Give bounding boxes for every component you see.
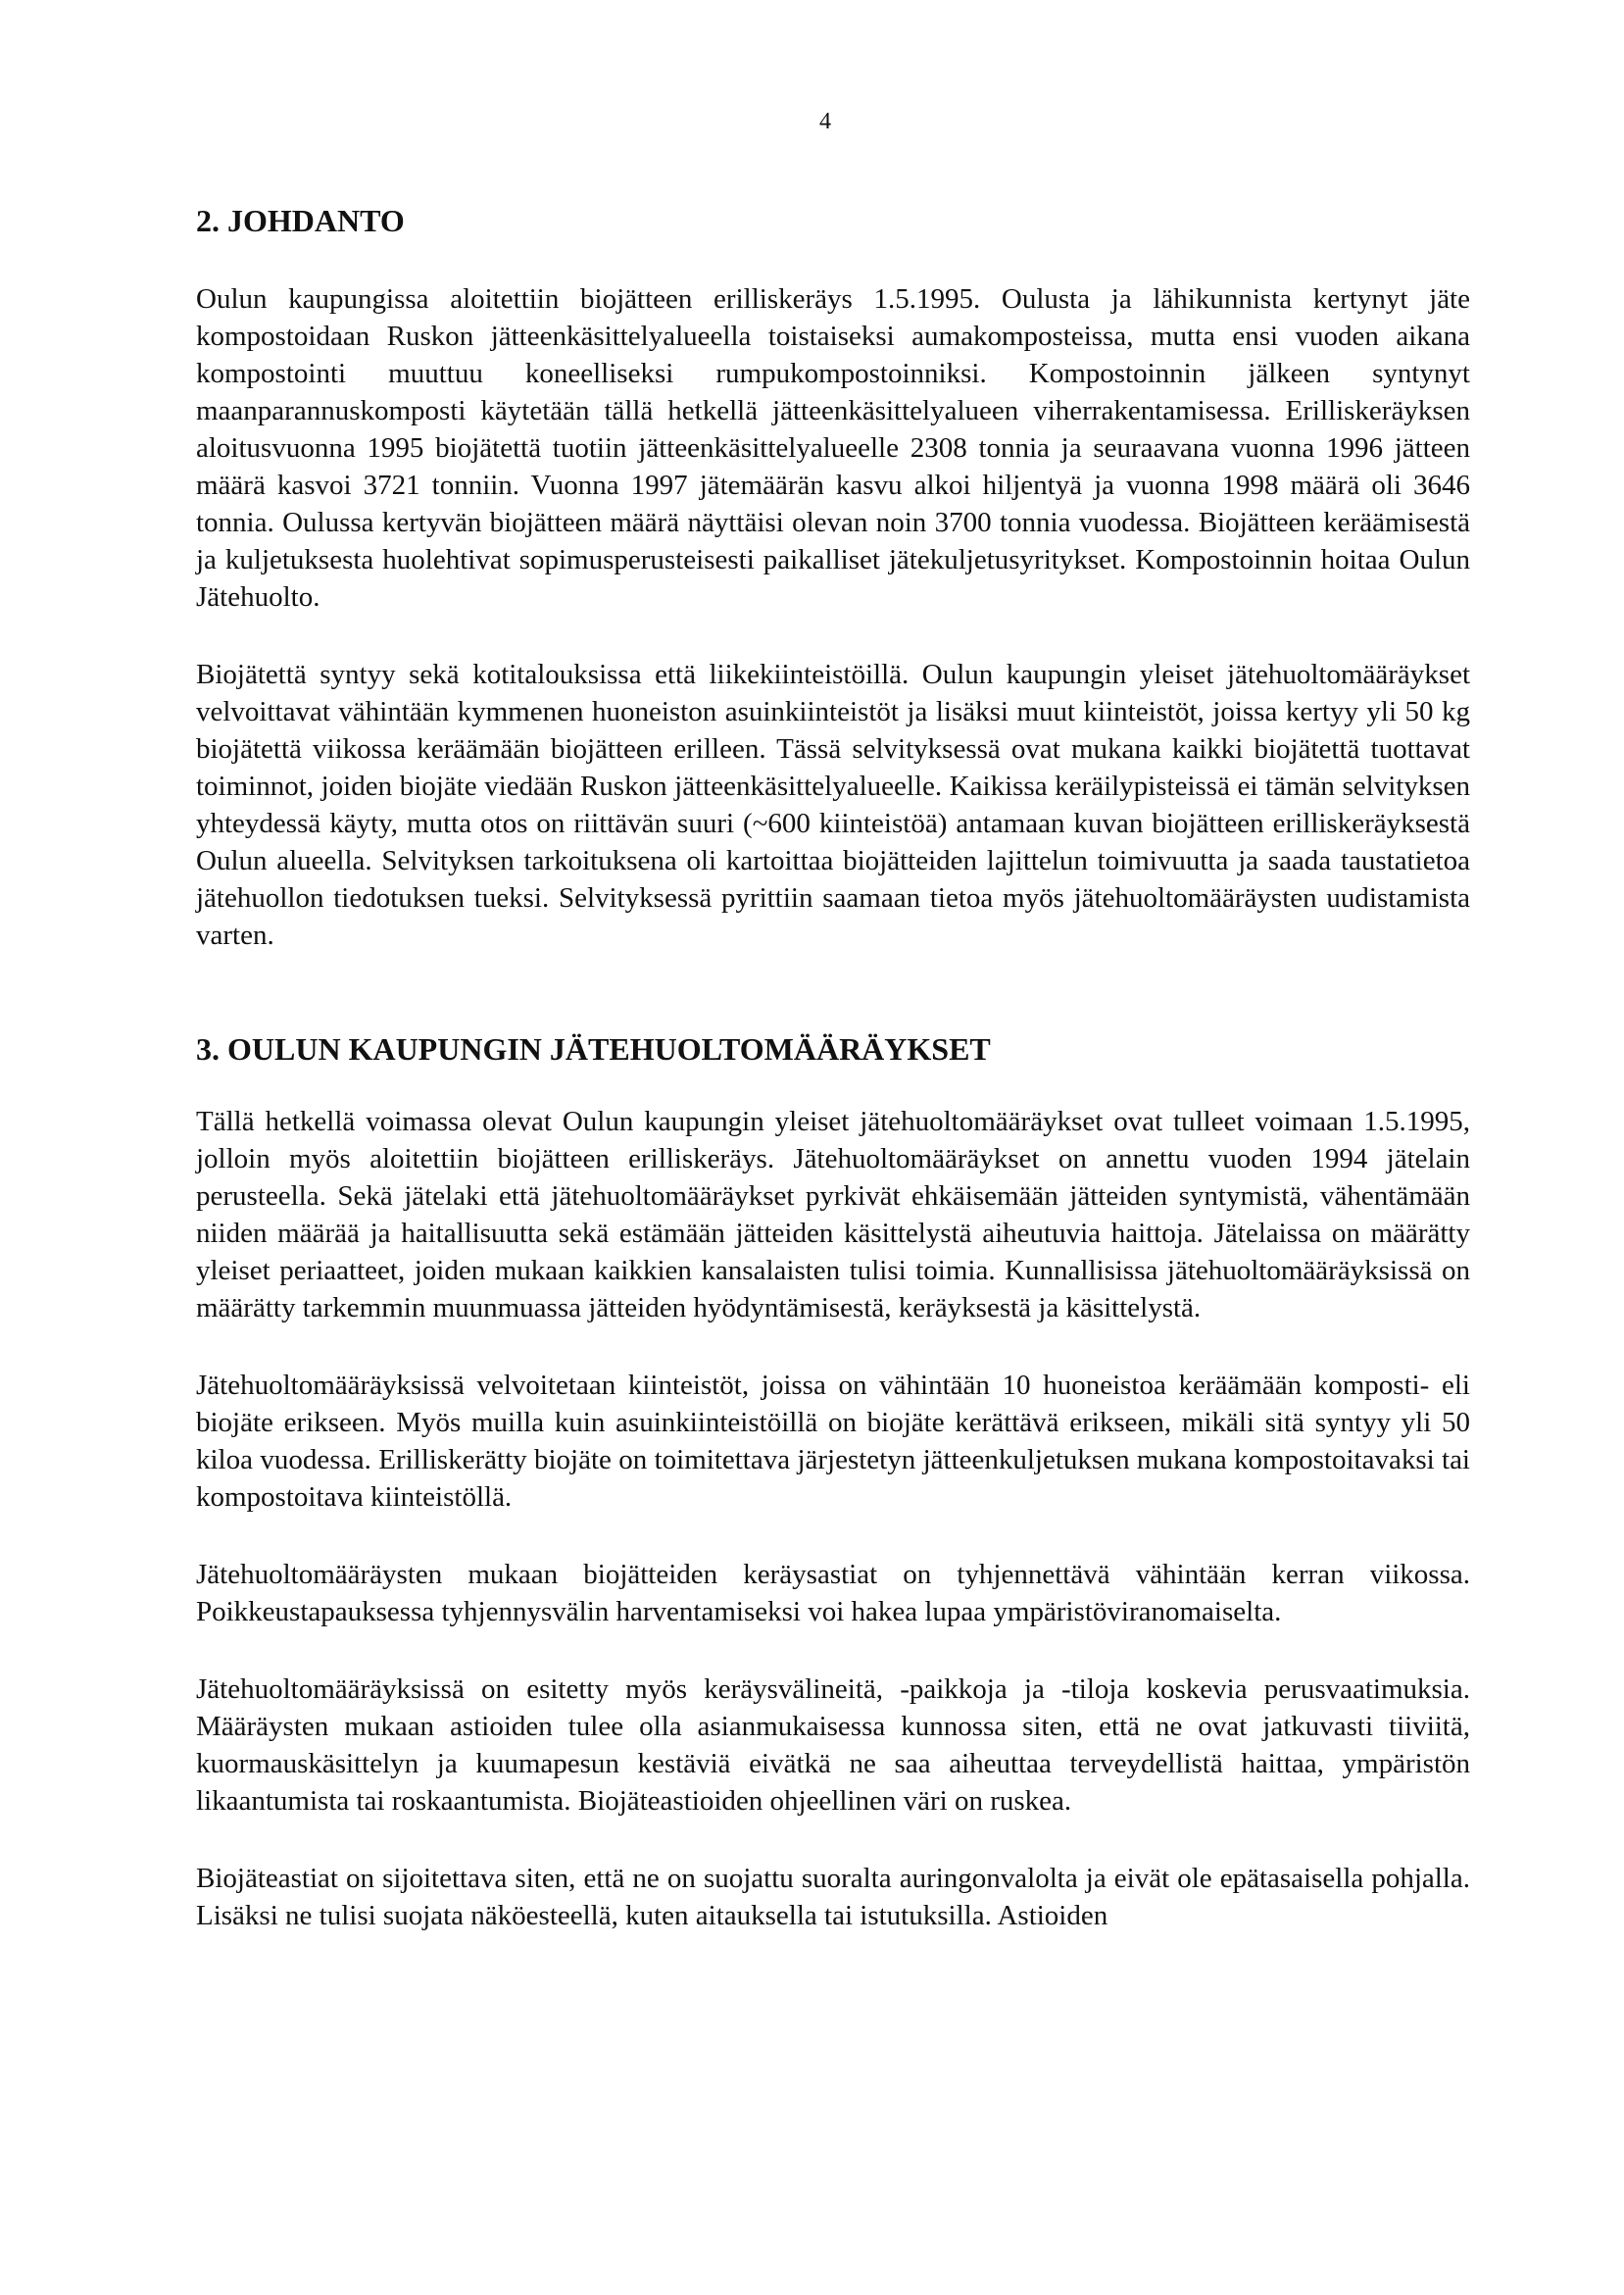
section-johdanto (196, 202, 1470, 954)
paragraph-maaraykset-4: Jätehuoltomääräyksissä on esitetty myös keräysvälineitä, -paikkoja ja -tiloja koskevia perusvaatimuksia. Määräysten mukaan astioiden tulee olla asianmukaisessa kunnossa siten, että ne ovat jatkuvasti tiiviitä, kuormauskäsittelyn ja kuumapesun kestäviä eivätkä ne saa aiheuttaa terveydellistä haittaa, ympäristön likaantumista tai roskaantumista. Biojäteastioiden ohjeellinen väri on ruskea. (196, 1673, 1470, 1817)
section-heading-johdanto: 2. JOHDANTO (196, 203, 405, 238)
paragraph-maaraykset-2: Jätehuoltomääräyksissä velvoitetaan kiinteistöt, joissa on vähintään 10 huoneistoa keräämään komposti- eli biojäte erikseen. Myös muilla kuin asuinkiinteistöillä on biojäte kerättävä erikseen, mikäli sitä syntyy yli 50 kiloa vuodessa. Erilliskerätty biojäte on toimitettava järjestetyn jätteenkuljetuksen mukana kompostoitavaksi tai kompostoitava kiinteistöllä. (196, 1370, 1470, 1513)
paragraph-maaraykset-1: Tällä hetkellä voimassa olevat Oulun kaupungin yleiset jätehuoltomääräykset ovat tulleet voimaan 1.5.1995, jolloin myös aloitettiin biojätteen erilliskeräys. Jätehuoltomääräykset on annettu vuoden 1994 jätelain perusteella. Sekä jätelaki että jätehuoltomääräykset pyrkivät ehkäisemään jätteiden syntymistä, vähentämään niiden määrää ja haitallisuutta sekä estämään jätteiden käsittelystä aiheutuvia haittoja. Jätelaissa on määrätty yleiset periaatteet, joiden mukaan kaikkien kansalaisten tulisi toimia. Kunnallisissa jätehuoltomääräyksissä on määrätty tarkemmin muunmuassa jätteiden hyödyntämisestä, keräyksestä ja käsittelystä. (196, 1106, 1470, 1323)
page-content (196, 196, 1470, 1934)
section-jatehuoltomaaraykset (196, 1030, 1470, 1934)
page-number: 4 (819, 109, 831, 134)
paragraph-maaraykset-3: Jätehuoltomääräysten mukaan biojätteiden keräysastiat on tyhjennettävä vähintään kerran viikossa. Poikkeustapauksessa tyhjennysvälin harventamiseksi voi hakea lupaa ympäristöviranomaiselta. (196, 1559, 1470, 1627)
section-heading-jatehuoltomaaraykset: 3. OULUN KAUPUNGIN JÄTEHUOLTOMÄÄRÄYKSET (196, 1031, 991, 1067)
paragraph-johdanto-2: Biojätettä syntyy sekä kotitalouksissa että liikekiinteistöillä. Oulun kaupungin yleiset jätehuoltomääräykset velvoittavat vähintään kymmenen huoneiston asuinkiinteistöt ja lisäksi muut kiinteistöt, joissa kertyy yli 50 kg biojätettä viikossa keräämään biojätteen erilleen. Tässä selvityksessä ovat mukana kaikki biojätettä tuottavat toiminnot, joiden biojäte viedään Ruskon jätteenkäsittelyalueelle. Kaikissa keräilypisteissä ei tämän selvityksen yhteydessä käyty, mutta otos on riittävän suuri (~600 kiinteistöä) antamaan kuvan biojätteen erilliskeräyksestä Oulun alueella. Selvityksen tarkoituksena oli kartoittaa biojätteiden lajittelun toimivuutta ja saada taustatietoa jätehuollon tiedotuksen tueksi. Selvityksessä pyrittiin saamaan tietoa myös jätehuoltomääräysten uudistamista varten. (196, 659, 1470, 951)
paragraph-maaraykset-5: Biojäteastiat on sijoitettava siten, että ne on suojattu suoralta auringonvalolta ja eivät ole epätasaisella pohjalla. Lisäksi ne tulisi suojata näköesteellä, kuten aitauksella tai istutuksilla. Astioiden (196, 1863, 1470, 1931)
paragraph-johdanto-1: Oulun kaupungissa aloitettiin biojätteen erilliskeräys 1.5.1995. Oulusta ja lähikunnista kertynyt jäte kompostoidaan Ruskon jätteenkäsittelyalueella toistaiseksi aumakomposteissa, mutta ensi vuoden aikana kompostointi muuttuu koneelliseksi rumpukompostoinniksi. Kompostoinnin jälkeen syntynyt maanparannuskomposti käytetään tällä hetkellä jätteenkäsittelyalueen viherrakentamisessa. Erilliskeräyksen aloitusvuonna 1995 biojätettä tuotiin jätteenkäsittelyalueelle 2308 tonnia ja seuraavana vuonna 1996 jätteen määrä kasvoi 3721 tonniin. Vuonna 1997 jätemäärän kasvu alkoi hiljentyä ja vuonna 1998 määrä oli 3646 tonnia. Oulussa kertyvän biojätteen määrä näyttäisi olevan noin 3700 tonnia vuodessa. Biojätteen keräämisestä ja kuljetuksesta huolehtivat sopimusperusteisesti paikalliset jätekuljetusyritykset. Kompostoinnin hoitaa Oulun Jätehuolto. (196, 283, 1470, 613)
